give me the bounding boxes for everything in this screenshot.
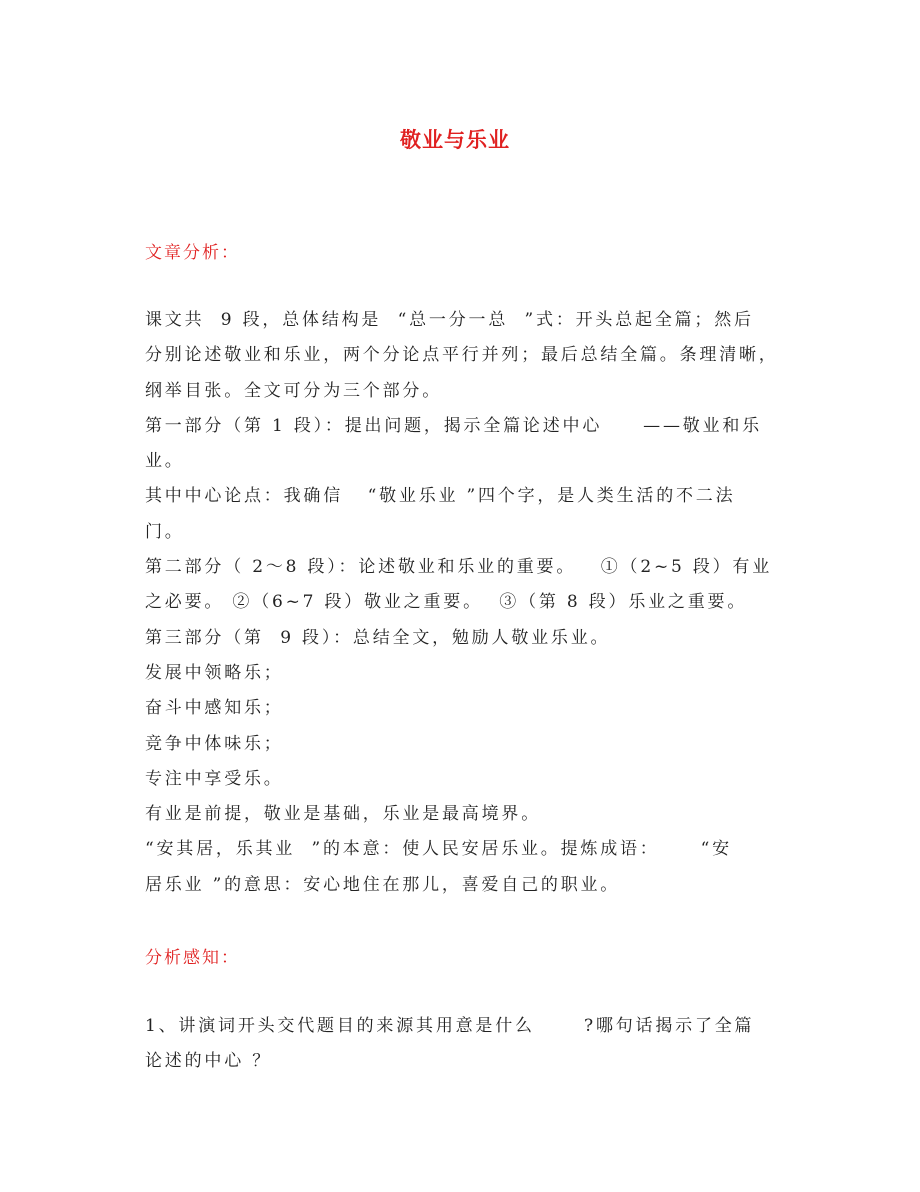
document-title: 敬业与乐业	[400, 127, 510, 152]
text-line: 其中中心论点：我确信 “敬业乐业 ”四个字，是人类生活的不二法	[145, 486, 736, 507]
text-line: 竞争中体味乐；	[145, 733, 284, 754]
text-line: 纲举目张。全文可分为三个部分。	[145, 380, 442, 401]
section-heading-analysis: 文章分析：	[145, 243, 240, 263]
question-line: 论述的中心 ？	[145, 1051, 273, 1072]
perception-body	[145, 1009, 795, 1080]
text-line: 有业是前提，敬业是基础，乐业是最高境界。	[145, 804, 541, 825]
text-line: 专注中享受乐。	[145, 768, 284, 789]
text-line: 业。	[145, 451, 185, 472]
text-line: 第二部分（ 2～8 段）：论述敬业和乐业的重要。 ①（2~5 段）有业	[145, 557, 773, 578]
text-line: 居乐业 ”的意思：安心地住在那儿，喜爱自己的职业。	[145, 874, 621, 895]
text-line: 第一部分（第 1 段）：提出问题，揭示全篇论述中心 ——敬业和乐	[145, 415, 762, 436]
text-line: “安其居，乐其业 ”的本意：使人民安居乐业。提炼成语： “安	[145, 839, 732, 860]
text-line: 奋斗中感知乐；	[145, 698, 284, 719]
question-line: 1、讲演词开头交代题目的来源其用意是什么 ?哪句话揭示了全篇	[145, 1016, 755, 1036]
text-line: 分别论述敬业和乐业，两个分论点平行并列；最后总结全篇。条理清晰，	[145, 345, 779, 366]
text-line: 发展中领略乐；	[145, 662, 284, 683]
text-line: 第三部分（第 9 段）：总结全文，勉励人敬业乐业。	[145, 627, 611, 648]
text-line: 门。	[145, 521, 185, 542]
text-line: 之必要。 ②（6~7 段）敬业之重要。 ③（第 8 段）乐业之重要。	[145, 592, 748, 613]
text-line: 课文共 9 段，总体结构是 “总一分一总 ”式：开头总起全篇；然后	[145, 310, 754, 330]
section-heading-perception: 分析感知：	[145, 948, 240, 968]
analysis-body	[145, 303, 795, 903]
